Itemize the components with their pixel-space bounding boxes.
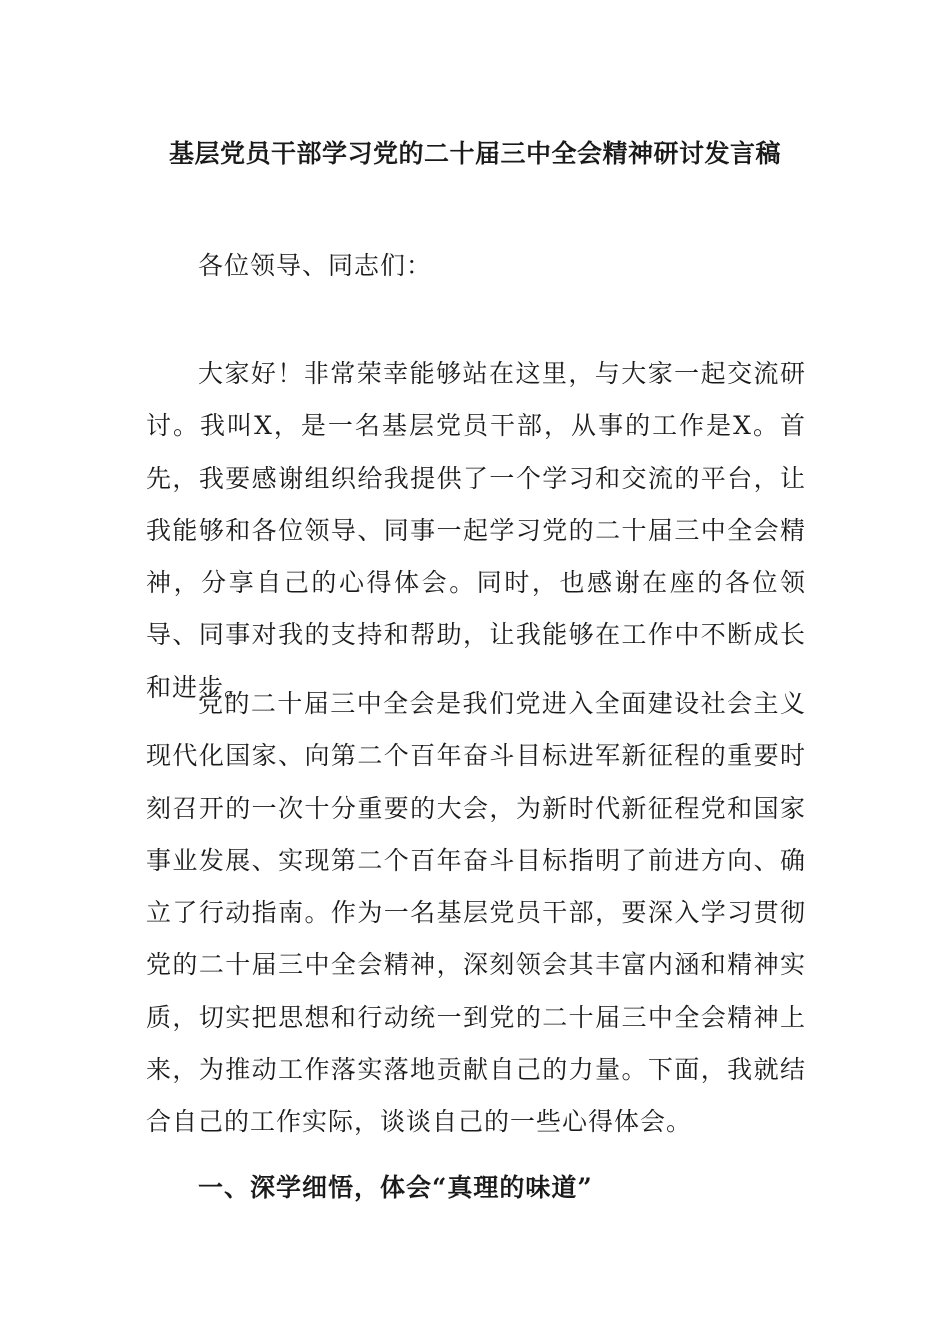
document-title: 基层党员干部学习党的二十届三中全会精神研讨发言稿 (168, 139, 781, 168)
paragraph-plenum-significance: 党的二十届三中全会是我们党进入全面建设社会主义现代化国家、向第二个百年奋斗目标进军新征程的重要时刻召开的一次十分重要的大会，为新时代新征程党和国家事业发展、实现第二个百年奋斗目标指明了前进方向、确立了行动指南。作为一名基层党员干部，要深入学习贯彻党的二十届三中全会精神，深刻领会其丰富内涵和精神实质，切实把思想和行动统一到党的二十届三中全会精神上来，为推动工作落实落地贡献自己的力量。下面，我就结合自己的工作实际，谈谈自己的一些心得体会。 (146, 689, 806, 1137)
paragraph-introduction: 大家好！非常荣幸能够站在这里，与大家一起交流研讨。我叫X，是一名基层党员干部，从事的工作是X。首先，我要感谢组织给我提供了一个学习和交流的平台，让我能够和各位领导、同事一起学习党的二十届三中全会精神，分享自己的心得体会。同时，也感谢在座的各位领导、同事对我的支持和帮助，让我能够在工作中不断成长和进步。 (146, 359, 806, 702)
greeting: 各位领导、同志们： (198, 251, 433, 280)
section-heading: 一、深学细悟，体会“真理的味道” (198, 1173, 593, 1202)
